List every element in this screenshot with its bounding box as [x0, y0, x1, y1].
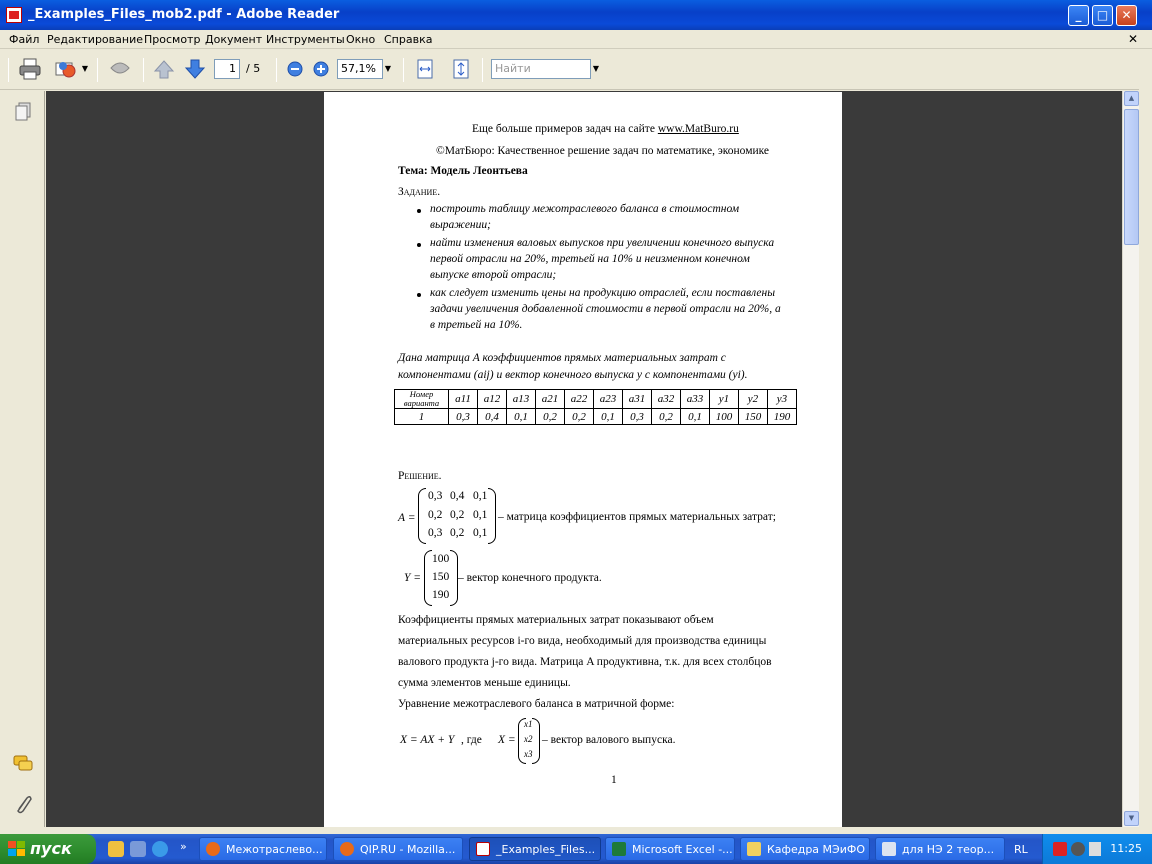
print-icon[interactable] — [18, 58, 42, 80]
zoom-out-icon[interactable] — [286, 58, 304, 80]
fit-page-icon[interactable] — [449, 58, 473, 80]
qip-quicklaunch-icon[interactable] — [108, 841, 124, 857]
clock: 11:25 — [1110, 842, 1142, 855]
vector-y-label: Y = — [404, 572, 422, 584]
taskbar-item-label: QIP.RU - Mozilla... — [360, 843, 456, 856]
menu-view[interactable]: Просмотр — [144, 33, 201, 46]
vector-y-description: – вектор конечного продукта. — [458, 572, 602, 584]
scroll-down-button[interactable]: ▼ — [1124, 811, 1139, 826]
email-icon[interactable] — [54, 58, 78, 80]
site-header — [472, 123, 739, 135]
vector-cell: x3 — [524, 749, 533, 759]
task-label: Задание. — [398, 186, 441, 198]
task-bullet-text: в третьей на 10%. — [430, 319, 523, 331]
paragraph-line: Уравнение межотраслевого баланса в матричной форме: — [398, 698, 675, 710]
table-header-cell: a31 — [623, 390, 652, 409]
kaspersky-tray-icon[interactable] — [1053, 842, 1067, 856]
zoom-dropdown-arrow[interactable]: ▼ — [384, 64, 392, 73]
paragraph-line: валового продукта j-го вида. Матрица A продуктивна, т.к. для всех столбцов — [398, 656, 772, 668]
matrix-cell: 0,2 — [450, 527, 465, 539]
network-quicklaunch-icon[interactable] — [130, 841, 146, 857]
maximize-button[interactable]: □ — [1092, 5, 1113, 26]
paragraph-line: Коэффициенты прямых материальных затрат показывают объем — [398, 614, 714, 626]
start-label: пуск — [30, 839, 72, 858]
table-cell: 150 — [739, 409, 768, 425]
table-header-cell: a12 — [478, 390, 507, 409]
attachments-icon[interactable] — [12, 793, 34, 815]
menu-document[interactable]: Документ — [205, 33, 263, 46]
toolbar-grip — [8, 58, 9, 82]
solution-label: Решение. — [398, 470, 442, 482]
quicklaunch-more-icon[interactable]: » — [180, 840, 187, 853]
firefox-icon — [340, 842, 354, 856]
variant-data-table — [394, 389, 797, 425]
menu-window[interactable]: Окно — [346, 33, 376, 46]
table-header-cell: a33 — [681, 390, 710, 409]
comments-icon[interactable] — [12, 753, 34, 775]
navigation-pane — [0, 91, 45, 827]
fit-width-icon[interactable] — [413, 58, 437, 80]
vector-cell: x1 — [524, 719, 533, 729]
vector-x-label: X = — [498, 734, 516, 746]
folder-icon — [747, 842, 761, 856]
table-cell: 0,3 — [623, 409, 652, 425]
table-cell: 0,1 — [681, 409, 710, 425]
matburo-link[interactable]: www.MatBuro.ru — [657, 123, 739, 135]
matrix-a-label: A = — [398, 512, 416, 524]
vector-x-description: – вектор валового выпуска. — [542, 734, 676, 746]
table-cell: 190 — [768, 409, 797, 425]
vector-cell: 190 — [432, 589, 450, 601]
next-page-icon[interactable] — [183, 58, 207, 80]
table-header-cell: a32 — [652, 390, 681, 409]
document-close-icon[interactable]: ✕ — [1127, 32, 1138, 46]
zoom-in-icon[interactable] — [312, 58, 330, 80]
window-title: _Examples_Files_mob2.pdf - Adobe Reader — [28, 7, 340, 22]
table-cell: 0,2 — [536, 409, 565, 425]
table-cell: 0,1 — [594, 409, 623, 425]
task-bullet-text: первой отрасли на 20%, третьей на 10% и неизменном конечном — [430, 253, 750, 265]
table-cell: 0,2 — [565, 409, 594, 425]
matrix-a — [418, 488, 496, 544]
matrix-cell: 0,3 — [428, 490, 443, 502]
table-header-cell: a13 — [507, 390, 536, 409]
taskbar-item-label: Межотраслево... — [226, 843, 323, 856]
table-header-cell: a22 — [565, 390, 594, 409]
menu-help[interactable]: Справка — [384, 33, 433, 46]
taskbar-item-label: для НЭ 2 теор... — [902, 843, 995, 856]
matrix-cell: 0,1 — [473, 509, 488, 521]
bullet-marker — [417, 209, 421, 213]
matrix-cell: 0,4 — [450, 490, 465, 502]
toolbar — [0, 50, 1152, 90]
table-header-cell: y2 — [739, 390, 768, 409]
vector-x — [518, 718, 540, 764]
task-bullet-text: выпуске второй отрасли; — [430, 269, 557, 281]
table-row — [395, 409, 797, 425]
task-bullet-text: найти изменения валовых выпусков при увеличении конечного выпуска — [430, 237, 775, 249]
scroll-thumb[interactable] — [1124, 109, 1139, 245]
word-document-icon — [882, 842, 896, 856]
matrix-cell: 0,1 — [473, 527, 488, 539]
window-border — [1139, 50, 1152, 827]
given-text: компонентами (aij) и вектор конечного выпуска y с компонентами (yi). — [398, 369, 748, 381]
bullet-marker — [417, 243, 421, 247]
adobe-reader-icon — [6, 7, 22, 23]
vector-cell: x2 — [524, 734, 533, 744]
topic-title: Тема: Модель Леонтьева — [398, 165, 528, 177]
table-header-cell: a23 — [594, 390, 623, 409]
matrix-cell: 0,3 — [428, 527, 443, 539]
language-indicator[interactable]: RL — [1014, 843, 1028, 856]
title-bar — [0, 0, 1152, 30]
equation-where: , где — [461, 734, 482, 746]
start-button[interactable] — [0, 834, 96, 864]
taskbar-item-label: _Examples_Files... — [496, 843, 596, 856]
vertical-scrollbar[interactable] — [1122, 91, 1139, 827]
taskbar-item-label: Microsoft Excel -... — [632, 843, 733, 856]
matrix-cell: 0,1 — [473, 490, 488, 502]
given-text: Дана матрица A коэффициентов прямых материальных затрат с — [398, 352, 726, 364]
close-button[interactable]: ✕ — [1116, 5, 1137, 26]
site-header-text: Еще больше примеров задач на сайте — [472, 123, 658, 135]
table-header-cell: a21 — [536, 390, 565, 409]
table-header-cell: y1 — [710, 390, 739, 409]
page-total: / 5 — [246, 62, 261, 75]
minimize-button[interactable]: _ — [1068, 5, 1089, 26]
zoom-level-field[interactable]: 57,1% — [337, 59, 383, 79]
find-input[interactable]: Найти — [491, 59, 591, 79]
adobe-reader-icon — [476, 842, 490, 856]
ie-quicklaunch-icon[interactable] — [152, 841, 168, 857]
find-dropdown-arrow[interactable]: ▼ — [592, 64, 600, 73]
taskbar — [0, 834, 1152, 864]
tray-icon[interactable] — [1071, 842, 1085, 856]
windows-flag-icon — [8, 841, 26, 857]
table-cell: 0,1 — [507, 409, 536, 425]
balance-equation: X = AX + Y — [400, 734, 455, 746]
table-header-cell: Номер варианта — [395, 390, 449, 409]
vector-cell: 150 — [432, 571, 450, 583]
taskbar-item[interactable] — [605, 837, 735, 861]
matrix-cell: 0,2 — [450, 509, 465, 521]
matrix-cell: 0,2 — [428, 509, 443, 521]
collaborate-icon[interactable] — [108, 58, 132, 80]
taskbar-item[interactable] — [875, 837, 1005, 861]
taskbar-item-label: Кафедра МЭиФО — [767, 843, 865, 856]
pdf-page — [324, 92, 842, 827]
table-cell: 0,4 — [478, 409, 507, 425]
matrix-a-description: – матрица коэффициентов прямых материальных затрат; — [498, 511, 776, 523]
task-bullet-text: построить таблицу межотраслевого баланса в стоимостном — [430, 203, 740, 215]
menu-file[interactable]: Файл — [9, 33, 40, 46]
excel-icon — [612, 842, 626, 856]
taskbar-item-active[interactable] — [469, 837, 601, 861]
menu-edit[interactable]: Редактирование — [47, 33, 143, 46]
system-tray — [1042, 834, 1152, 864]
paragraph-line: материальных ресурсов i-го вида, необходимый для производства единицы — [398, 635, 767, 647]
task-bullet-text: задачи увеличения добавленной стоимости в первой отрасли на 20%, а — [430, 303, 781, 315]
taskbar-item[interactable] — [333, 837, 463, 861]
table-header-cell: y3 — [768, 390, 797, 409]
table-cell: 0,2 — [652, 409, 681, 425]
scroll-up-button[interactable]: ▲ — [1124, 91, 1139, 106]
taskbar-item[interactable] — [740, 837, 870, 861]
paragraph-line: сумма элементов меньше единицы. — [398, 677, 571, 689]
email-dropdown-arrow[interactable]: ▼ — [81, 64, 89, 73]
firefox-icon — [206, 842, 220, 856]
pages-icon[interactable] — [12, 101, 34, 123]
document-viewport[interactable] — [46, 91, 1122, 827]
copyright-line: ©МатБюро: Качественное решение задач по математике, экономике — [436, 145, 770, 157]
table-header-cell: a11 — [449, 390, 478, 409]
page-number: 1 — [611, 774, 617, 786]
bullet-marker — [417, 293, 421, 297]
table-cell: 1 — [395, 409, 449, 425]
vector-y — [424, 550, 458, 606]
table-header-row — [395, 390, 797, 409]
task-bullet-text: выражении; — [430, 219, 491, 231]
task-bullet-text: как следует изменить цены на продукцию отраслей, если поставлены — [430, 287, 776, 299]
table-cell: 0,3 — [449, 409, 478, 425]
vector-cell: 100 — [432, 553, 450, 565]
menu-tools[interactable]: Инструменты — [266, 33, 345, 46]
page-number-input[interactable]: 1 — [214, 59, 240, 79]
volume-tray-icon[interactable] — [1089, 842, 1101, 856]
previous-page-icon[interactable] — [152, 58, 176, 80]
table-cell: 100 — [710, 409, 739, 425]
menu-bar — [0, 30, 1152, 49]
taskbar-item[interactable] — [199, 837, 327, 861]
